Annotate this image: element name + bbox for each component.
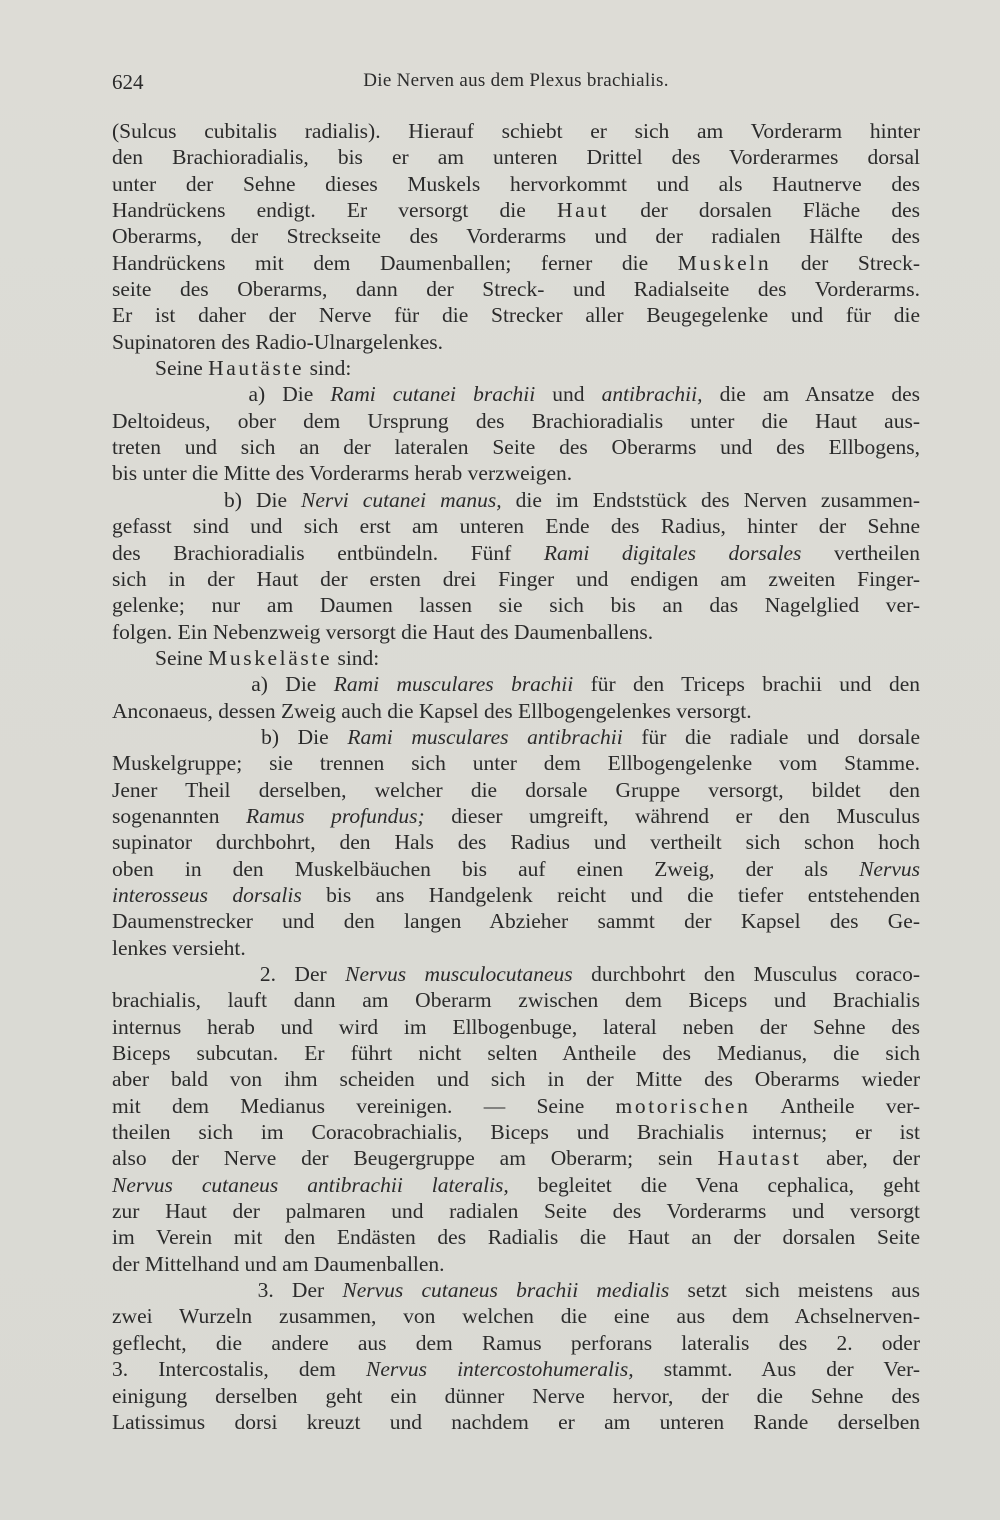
italic-term: antibrachii, [601, 382, 703, 407]
text-run: aber, der [801, 1146, 920, 1171]
text-line [112, 935, 920, 961]
text-run: lenkes versieht. [112, 935, 246, 960]
text-run: der dorsalen Fläche des [609, 198, 921, 223]
italic-term: Nervus [859, 856, 920, 881]
text-run: der Mittelhand und am Daumenballen. [112, 1251, 445, 1276]
text-run: die im Endststück des Nerven zusammen- [501, 487, 920, 512]
text-run: Deltoideus, ober dem Ursprung des Brachioradialis unter die Haut aus- [112, 408, 920, 433]
text-line [112, 540, 920, 566]
text-line [112, 1172, 920, 1198]
text-run: des Brachioradialis entbündeln. Fünf [112, 540, 544, 565]
text-run: folgen. Ein Nebenzweig versorgt die Haut des Daumenballens. [112, 619, 654, 644]
text-run: geflecht, die andere aus dem Ramus perforans lateralis des 2. oder [112, 1330, 920, 1355]
text-line [112, 513, 920, 539]
page-number: 624 [112, 70, 144, 94]
italic-term: Rami digitales dorsales [543, 540, 802, 565]
text-run: stammt. Aus der Ver- [633, 1357, 921, 1382]
text-line [112, 197, 920, 223]
text-run: Jener Theil derselben, welcher die dorsale Gruppe versorgt, bildet den [112, 777, 920, 802]
text-run: Anconaeus, dessen Zweig auch die Kapsel des Ellbogengelenkes versorgt. [112, 698, 752, 723]
text-line [112, 1066, 920, 1092]
text-line [112, 302, 920, 328]
text-run: Latissimus dorsi kreuzt und nachdem er am unteren Rande derselben [112, 1409, 920, 1434]
text-line [112, 1303, 920, 1329]
text-line [112, 250, 920, 276]
text-line [112, 1145, 920, 1171]
text-run: zwei Wurzeln zusammen, von welchen die eine aus dem Achselnerven- [112, 1304, 920, 1329]
text-run: Seine [112, 356, 209, 381]
text-line [112, 1198, 920, 1224]
italic-term: Nervus cutaneus antibrachii lateralis, [112, 1172, 509, 1197]
text-line [112, 777, 920, 803]
text-run: mit dem Medianus vereinigen. — Seine [112, 1093, 616, 1118]
text-line [112, 434, 920, 460]
text-run: im Verein mit den Endästen des Radialis die Haut an der dorsalen Seite [112, 1225, 920, 1250]
text-run: Supinatoren des Radio-Ulnargelenkes. [112, 329, 443, 354]
text-line [112, 144, 920, 170]
text-line [112, 408, 920, 434]
text-line [112, 671, 920, 697]
text-run: die am Ansatze des [702, 382, 920, 407]
text-run: vertheilen [801, 540, 920, 565]
italic-term: Nervus cutaneus brachii medialis [342, 1278, 670, 1303]
text-run: Seine [112, 645, 209, 670]
text-line [112, 329, 920, 355]
italic-term: Nervus intercostohumeralis, [366, 1357, 634, 1382]
page-header [112, 70, 920, 100]
text-run: Daumenstrecker und den langen Abzieher sammt der Kapsel des Ge- [112, 909, 920, 934]
text-line [112, 698, 920, 724]
text-run: durchbohrt den Musculus coraco- [572, 962, 921, 986]
text-run: supinator durchbohrt, den Hals des Radius und vertheilt sich schon hoch [112, 830, 920, 855]
italic-term: Rami musculares brachii [333, 672, 574, 697]
text-run: Muskelgruppe; sie trennen sich unter dem Ellbogengelenke vom Stamme. [112, 751, 920, 776]
text-line [112, 645, 920, 671]
text-run: also der Nerve der Beugergruppe am Oberarm; sein [112, 1146, 718, 1171]
text-run: begleitet die Vena cephalica, geht [508, 1172, 920, 1197]
italic-term: Nervus musculocutaneus [345, 962, 573, 986]
text-line [112, 460, 920, 486]
italic-term: Rami musculares antibrachii [347, 724, 623, 749]
text-line [112, 1093, 920, 1119]
text-line [112, 1014, 920, 1040]
text-run: unter der Sehne dieses Muskels hervorkommt und als Hautnerve des [112, 171, 920, 196]
text-line [112, 856, 920, 882]
text-line [112, 1409, 920, 1435]
text-run: seite des Oberarms, dann der Streck- und Radialseite des Vorderarms. [112, 277, 920, 302]
text-run: bis unter die Mitte des Vorderarms herab verzweigen. [112, 461, 573, 486]
text-run: bis ans Handgelenk reicht und die tiefer entstehenden [301, 882, 920, 907]
text-line [112, 961, 920, 987]
text-run: Oberarms, der Streckseite des Vorderarms und der radialen Hälfte des [112, 224, 920, 249]
text-run: theilen sich im Coracobrachialis, Biceps und Brachialis internus; er ist [112, 1120, 920, 1145]
text-line [112, 619, 920, 645]
text-run: aber bald von ihm scheiden und sich in der Mitte des Oberarms wieder [112, 1067, 920, 1092]
text-run: zur Haut der palmaren und radialen Seite des Vorderarms und versorgt [112, 1199, 920, 1224]
text-line [112, 882, 920, 908]
text-line [112, 1224, 920, 1250]
text-run: a) Die [112, 382, 331, 407]
text-line [112, 1040, 920, 1066]
text-line [112, 487, 920, 513]
text-run: setzt sich meistens aus [669, 1278, 920, 1303]
spaced-emphasis: Hautäste [208, 356, 305, 381]
text-run: b) Die [112, 487, 302, 512]
text-run: den Brachioradialis, bis er am unteren Drittel des Vorderarmes dorsal [112, 145, 920, 170]
text-run: Biceps subcutan. Er führt nicht selten Antheile des Medianus, die sich [112, 1041, 920, 1066]
text-run: Antheile ver- [750, 1093, 921, 1118]
text-run: Handrückens endigt. Er versorgt die [112, 198, 557, 223]
italic-term: Ramus profundus; [246, 803, 425, 828]
text-line [112, 118, 920, 144]
text-run: b) Die [112, 724, 348, 749]
text-line [112, 908, 920, 934]
text-run: 3. Der [112, 1278, 343, 1303]
text-run: Er ist daher der Nerve für die Strecker aller Beugegelenke und für die [112, 303, 920, 328]
text-run: 3. Intercostalis, dem [112, 1357, 367, 1382]
text-run: dieser umgreift, während er den Musculus [424, 803, 920, 828]
text-line [112, 566, 920, 592]
italic-term: interosseus dorsalis [112, 882, 302, 907]
spaced-emphasis: motorischen [615, 1093, 751, 1118]
text-run: für die radiale und dorsale [622, 724, 921, 749]
text-line [112, 987, 920, 1013]
text-line [112, 381, 920, 407]
text-line [112, 1356, 920, 1382]
text-run: Handrückens mit dem Daumenballen; ferner die [112, 250, 678, 275]
text-run: sind: [304, 356, 352, 381]
text-run: sind: [332, 645, 380, 670]
text-run: der Streck- [771, 250, 920, 275]
text-run: gelenke; nur am Daumen lassen sie sich bis an das Nagelglied ver- [112, 593, 920, 618]
text-run: internus herab und wird im Ellbogenbuge, lateral neben der Sehne des [112, 1014, 920, 1039]
text-run: a) Die [112, 672, 334, 697]
text-run: sich in der Haut der ersten drei Finger und endigen am zweiten Finger- [112, 566, 920, 591]
text-line [112, 355, 920, 381]
text-line [112, 171, 920, 197]
text-line [112, 592, 920, 618]
italic-term: Nervi cutanei manus, [301, 487, 502, 512]
text-line [112, 276, 920, 302]
text-run: einigung derselben geht ein dünner Nerve hervor, der die Sehne des [112, 1383, 920, 1408]
spaced-emphasis: Muskeläste [208, 645, 333, 670]
running-title: Die Nerven aus dem Plexus brachialis. [363, 70, 669, 91]
italic-term: Rami cutanei brachii [330, 382, 536, 407]
spaced-emphasis: Hautast [717, 1146, 802, 1171]
spaced-emphasis: Haut [556, 198, 610, 223]
text-run: oben in den Muskelbäuchen bis auf einen Zweig, der als [112, 856, 860, 881]
text-run: (Sulcus cubitalis radialis). Hierauf schiebt er sich am Vorderarm hinter [112, 119, 920, 143]
text-run: 2. Der [112, 962, 346, 986]
text-line [112, 1277, 920, 1303]
text-line [112, 803, 920, 829]
spaced-emphasis: Muskeln [677, 250, 772, 275]
body-text [112, 118, 920, 1435]
text-line [112, 1330, 920, 1356]
text-line [112, 829, 920, 855]
text-run: sogenannten [112, 803, 247, 828]
text-line [112, 223, 920, 249]
text-line [112, 1383, 920, 1409]
text-run: brachialis, lauft dann am Oberarm zwischen dem Biceps und Brachialis [112, 988, 920, 1013]
text-line [112, 1251, 920, 1277]
text-line [112, 1119, 920, 1145]
text-run: für den Triceps brachii und den [573, 672, 921, 697]
text-run: und [535, 382, 602, 407]
text-run: treten und sich an der lateralen Seite des Oberarms und des Ellbogens, [112, 435, 920, 460]
text-line [112, 750, 920, 776]
text-line [112, 724, 920, 750]
text-run: gefasst sind und sich erst am unteren Ende des Radius, hinter der Sehne [112, 514, 920, 539]
